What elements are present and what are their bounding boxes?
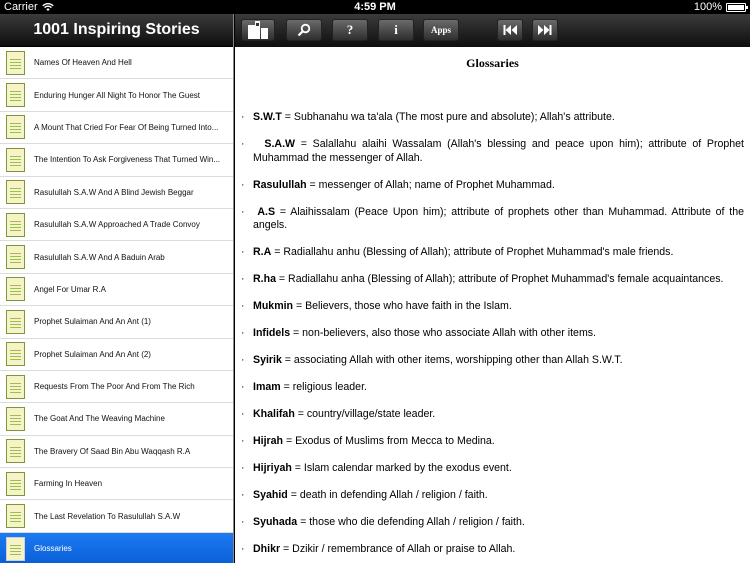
glossary-definition: = Islam calendar marked by the exodus event. xyxy=(291,462,512,474)
document-icon xyxy=(6,148,25,172)
glossary-entry xyxy=(241,516,744,530)
glossary-definition: = associating Allah with other items, worshipping other than Allah S.W.T. xyxy=(281,354,623,366)
glossary-term: Hijrah xyxy=(253,435,284,447)
list-item-label: Angel For Umar R.A xyxy=(34,284,107,294)
glossary-text xyxy=(253,435,495,449)
list-item-label: Rasulullah S.A.W Approached A Trade Convoy xyxy=(34,220,200,230)
glossary-text xyxy=(253,489,488,503)
bullet: · xyxy=(241,178,245,191)
bullet: · xyxy=(241,205,245,218)
list-item-label: The Bravery Of Saad Bin Abu Waqqash R.A xyxy=(34,446,191,456)
glossary-entry xyxy=(241,543,744,557)
glossary-entry xyxy=(241,408,744,422)
glossary-list xyxy=(235,111,750,557)
book-icon xyxy=(246,20,270,40)
apps-button[interactable]: Apps xyxy=(423,19,459,41)
previous-button[interactable] xyxy=(497,19,523,41)
glossary-entry xyxy=(241,435,744,449)
list-item-label: Farming In Heaven xyxy=(34,479,103,489)
glossary-text xyxy=(253,408,435,422)
bullet: · xyxy=(241,300,245,312)
list-item-label: Requests From The Poor And From The Rich xyxy=(34,382,195,392)
glossary-term: S.W.T xyxy=(253,111,282,123)
list-item[interactable] xyxy=(0,274,233,306)
list-item[interactable] xyxy=(0,436,233,468)
glossary-term: Syahid xyxy=(253,489,288,501)
list-item[interactable] xyxy=(0,533,233,563)
status-time: 4:59 PM xyxy=(354,1,396,13)
glossary-entry xyxy=(241,489,744,503)
list-item[interactable] xyxy=(0,306,233,338)
bullet: · xyxy=(241,462,245,474)
info-button[interactable]: i xyxy=(378,19,414,41)
bullet: · xyxy=(241,138,245,150)
bullet: · xyxy=(241,516,245,528)
glossary-entry xyxy=(241,246,744,260)
bullet: · xyxy=(241,246,245,258)
glossary-definition: = country/village/state leader. xyxy=(294,408,436,420)
glossary-text xyxy=(253,138,744,165)
help-button[interactable]: ? xyxy=(332,19,368,41)
status-bar xyxy=(0,0,750,14)
skip-forward-icon xyxy=(538,25,552,35)
bullet: · xyxy=(241,354,245,366)
glossary-text xyxy=(253,516,525,530)
list-item-label: Prophet Sulaiman And An Ant (1) xyxy=(34,317,151,327)
glossary-entry xyxy=(241,138,744,165)
document-icon xyxy=(6,277,25,301)
glossary-term: Khalifah xyxy=(253,408,295,420)
bullet: · xyxy=(241,489,245,501)
glossary-definition: = Radiallahu anha (Blessing of Allah); attribute of Prophet Muhammad's female acquaintances. xyxy=(275,273,724,285)
list-item[interactable] xyxy=(0,112,233,144)
document-icon xyxy=(6,375,25,399)
list-item-label: Glossaries xyxy=(34,544,72,554)
bullet: · xyxy=(241,381,245,393)
content-pane xyxy=(235,47,750,563)
next-button[interactable] xyxy=(532,19,558,41)
list-item-label: Prophet Sulaiman And An Ant (2) xyxy=(34,349,151,359)
list-item[interactable] xyxy=(0,79,233,111)
glossary-text xyxy=(253,179,555,193)
glossary-text xyxy=(253,206,744,233)
glossary-definition: = religious leader. xyxy=(280,381,367,393)
glossary-term: Infidels xyxy=(253,327,291,339)
glossary-entry xyxy=(241,179,744,193)
glossary-definition: = Dzikir / remembrance of Allah or praise to Allah. xyxy=(280,543,516,555)
skip-back-icon xyxy=(503,25,517,35)
list-item-label: Names Of Heaven And Hell xyxy=(34,58,132,68)
list-item[interactable] xyxy=(0,500,233,532)
glossary-term: A.S xyxy=(253,205,276,218)
story-list xyxy=(0,47,233,563)
glossary-text xyxy=(253,300,512,314)
glossary-term: Hijriyah xyxy=(253,462,292,474)
battery-percent: 100% xyxy=(693,1,722,13)
glossary-term: Syirik xyxy=(253,354,282,366)
glossary-text xyxy=(253,354,623,368)
glossary-term: Syuhada xyxy=(253,516,298,528)
app-title: 1001 Inspiring Stories xyxy=(0,14,233,47)
document-icon xyxy=(6,504,25,528)
document-icon xyxy=(6,83,25,107)
list-item[interactable] xyxy=(0,47,233,79)
document-icon xyxy=(6,115,25,139)
glossary-term: S.A.W xyxy=(253,138,296,150)
bullet: · xyxy=(241,435,245,447)
document-icon xyxy=(6,213,25,237)
glossary-definition: = Subhanahu wa ta'ala (The most pure and absolute); Allah's attribute. xyxy=(281,111,615,123)
glossary-text xyxy=(253,273,723,287)
glossary-term: R.A xyxy=(253,246,272,258)
list-item[interactable] xyxy=(0,403,233,435)
glossary-term: Mukmin xyxy=(253,300,294,312)
list-item-label: A Mount That Cried For Fear Of Being Turned Into... xyxy=(34,122,219,132)
list-item-label: The Intention To Ask Forgiveness That Turned Win... xyxy=(34,155,221,165)
glossary-entry xyxy=(241,206,744,233)
glossary-text xyxy=(253,462,512,476)
glossary-definition: = Salallahu alaihi Wassalam (Allah's blessing and peace upon him); attribute of Prophet Muhammad the messenger of Allah. xyxy=(253,138,744,164)
glossary-text xyxy=(253,111,615,125)
document-icon xyxy=(6,51,25,75)
toolbar xyxy=(235,14,750,47)
glossary-term: Dhikr xyxy=(253,543,281,555)
list-item-label: Enduring Hunger All Night To Honor The Guest xyxy=(34,90,201,100)
glossary-entry xyxy=(241,273,744,287)
home-button[interactable] xyxy=(241,19,275,41)
document-icon xyxy=(6,245,25,269)
glossary-entry xyxy=(241,354,744,368)
document-icon xyxy=(6,180,25,204)
list-item-label: Rasulullah S.A.W And A Baduin Arab xyxy=(34,252,165,262)
glossary-definition: = Alaihissalam (Peace Upon him); attribute of prophets other than Muhammad. Attribute of the angels. xyxy=(253,205,744,231)
list-item[interactable] xyxy=(0,241,233,273)
glossary-text xyxy=(253,246,673,260)
document-icon xyxy=(6,439,25,463)
glossary-entry xyxy=(241,327,744,341)
page-title: Glossaries xyxy=(466,56,519,70)
document-icon xyxy=(6,537,25,561)
bullet: · xyxy=(241,408,245,420)
battery-icon xyxy=(726,3,746,12)
bullet: · xyxy=(241,273,245,285)
glossary-entry xyxy=(241,300,744,314)
list-item-label: Rasulullah S.A.W And A Blind Jewish Beggar xyxy=(34,187,194,197)
bullet: · xyxy=(241,543,245,555)
glossary-definition: = Radiallahu anhu (Blessing of Allah); attribute of Prophet Muhammad's male friends. xyxy=(271,246,674,258)
list-item[interactable] xyxy=(0,339,233,371)
glossary-text xyxy=(253,327,596,341)
glossary-definition: = death in defending Allah / religion / faith. xyxy=(287,489,488,501)
document-icon xyxy=(6,342,25,366)
list-item[interactable] xyxy=(0,177,233,209)
glossary-definition: = Believers, those who have faith in the Islam. xyxy=(293,300,512,312)
glossary-term: Imam xyxy=(253,381,281,393)
glossary-definition: = non-believers, also those who associate Allah with other items. xyxy=(290,327,597,339)
document-icon xyxy=(6,472,25,496)
list-item[interactable] xyxy=(0,371,233,403)
document-icon xyxy=(6,407,25,431)
glossary-term: Rasulullah xyxy=(253,178,307,191)
search-button[interactable] xyxy=(286,19,322,41)
list-item[interactable] xyxy=(0,144,233,176)
glossary-term: R.ha xyxy=(253,273,276,285)
list-item[interactable] xyxy=(0,209,233,241)
glossary-entry xyxy=(241,462,744,476)
list-item-label: The Goat And The Weaving Machine xyxy=(34,414,165,424)
document-icon xyxy=(6,310,25,334)
glossary-entry xyxy=(241,381,744,395)
sidebar xyxy=(0,14,234,563)
glossary-definition: = Exodus of Muslims from Mecca to Medina. xyxy=(283,435,495,447)
list-item-label: The Last Revelation To Rasulullah S.A.W xyxy=(34,511,181,521)
list-item[interactable] xyxy=(0,468,233,500)
glossary-definition: = those who die defending Allah / religion / faith. xyxy=(297,516,525,528)
glossary-text xyxy=(253,543,515,557)
glossary-entry xyxy=(241,111,744,125)
carrier-label: Carrier xyxy=(4,1,38,13)
glossary-text xyxy=(253,381,367,395)
glossary-definition: = messenger of Allah; name of Prophet Muhammad. xyxy=(306,178,555,191)
search-icon xyxy=(297,23,311,37)
bullet: · xyxy=(241,111,245,123)
bullet: · xyxy=(241,327,245,339)
